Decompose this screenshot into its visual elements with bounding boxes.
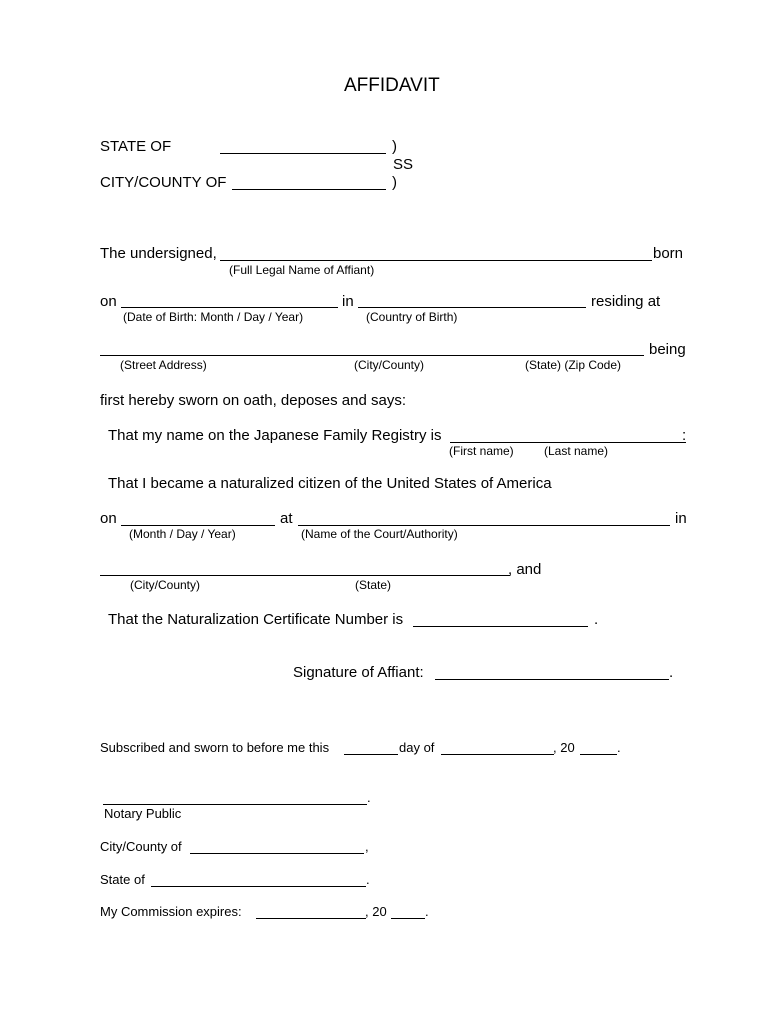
state-of-label: STATE OF — [100, 138, 172, 155]
cert-number-text: That the Naturalization Certificate Number is — [108, 611, 404, 628]
affiant-name-line[interactable] — [220, 260, 652, 261]
born-text: born — [653, 245, 684, 262]
notary-city-county-line[interactable] — [190, 853, 364, 854]
cert-number-end: . — [594, 611, 599, 628]
notary-signature-line[interactable] — [103, 804, 367, 805]
address-city-caption: (City/County) — [354, 358, 425, 372]
notary-public-label: Notary Public — [104, 806, 182, 821]
country-caption: (Country of Birth) — [366, 310, 458, 324]
subscribed-text: Subscribed and sworn to before me this — [100, 740, 330, 755]
commission-year-line[interactable] — [391, 918, 425, 919]
country-line[interactable] — [358, 307, 586, 308]
dob-caption: (Date of Birth: Month / Day / Year) — [123, 310, 304, 324]
venue-ss: SS — [393, 156, 414, 173]
subscribed-end: . — [617, 740, 621, 755]
notary-state-label: State of — [100, 872, 145, 887]
registry-name-line[interactable] — [450, 442, 686, 443]
commission-end: . — [425, 904, 429, 919]
commission-label: My Commission expires: — [100, 904, 242, 919]
nat-in-text: in — [675, 510, 687, 527]
city-county-of-label: CITY/COUNTY OF — [100, 174, 227, 191]
being-text: being — [649, 341, 686, 358]
signature-label: Signature of Affiant: — [293, 664, 424, 681]
undersigned-text: The undersigned, — [100, 245, 217, 262]
naturalized-text: That I became a naturalized citizen of the United States of America — [108, 475, 552, 492]
street-caption: (Street Address) — [120, 358, 207, 372]
subscribed-month-line[interactable] — [441, 754, 554, 755]
and-text: , and — [508, 561, 542, 578]
residing-at-text: residing at — [591, 293, 661, 310]
signature-line[interactable] — [435, 679, 669, 680]
notary-line-end: . — [367, 790, 371, 805]
day-of-text: day of — [399, 740, 435, 755]
last-name-caption: (Last name) — [544, 444, 609, 458]
signature-end: . — [669, 664, 674, 681]
dob-line[interactable] — [121, 307, 338, 308]
affiant-name-caption: (Full Legal Name of Affiant) — [229, 263, 375, 277]
cert-number-line[interactable] — [413, 626, 588, 627]
nat-at-text: at — [280, 510, 293, 527]
address-line[interactable] — [100, 355, 644, 356]
court-line[interactable] — [298, 525, 670, 526]
nat-on-text: on — [100, 510, 117, 527]
venue-paren-bottom: ) — [392, 174, 397, 191]
in-text: in — [342, 293, 354, 310]
venue-paren-top: ) — [392, 138, 397, 155]
subscribed-day-line[interactable] — [344, 754, 398, 755]
state-of-line[interactable] — [220, 153, 386, 154]
notary-state-end: . — [366, 872, 370, 887]
nat-place-line[interactable] — [100, 575, 510, 576]
notary-city-end: , — [365, 839, 369, 854]
state-zip-caption: (State) (Zip Code) — [525, 358, 622, 372]
subscribed-comma-20: , 20 — [553, 740, 575, 755]
on-text: on — [100, 293, 117, 310]
court-caption: (Name of the Court/Authority) — [301, 527, 458, 541]
nat-date-caption: (Month / Day / Year) — [129, 527, 236, 541]
notary-state-line[interactable] — [151, 886, 366, 887]
nat-state-caption: (State) — [355, 578, 392, 592]
city-county-of-line[interactable] — [232, 189, 386, 190]
registry-colon: : — [682, 427, 687, 444]
sworn-text: first hereby sworn on oath, deposes and says: — [100, 392, 407, 409]
first-name-caption: (First name) — [449, 444, 514, 458]
nat-city-caption: (City/County) — [130, 578, 201, 592]
commission-date-line[interactable] — [256, 918, 366, 919]
notary-city-county-label: City/County of — [100, 839, 182, 854]
nat-date-line[interactable] — [121, 525, 275, 526]
registry-text: That my name on the Japanese Family Registry is — [108, 427, 442, 444]
commission-comma-20: , 20 — [365, 904, 387, 919]
subscribed-year-line[interactable] — [580, 754, 617, 755]
document-title: AFFIDAVIT — [344, 75, 440, 96]
